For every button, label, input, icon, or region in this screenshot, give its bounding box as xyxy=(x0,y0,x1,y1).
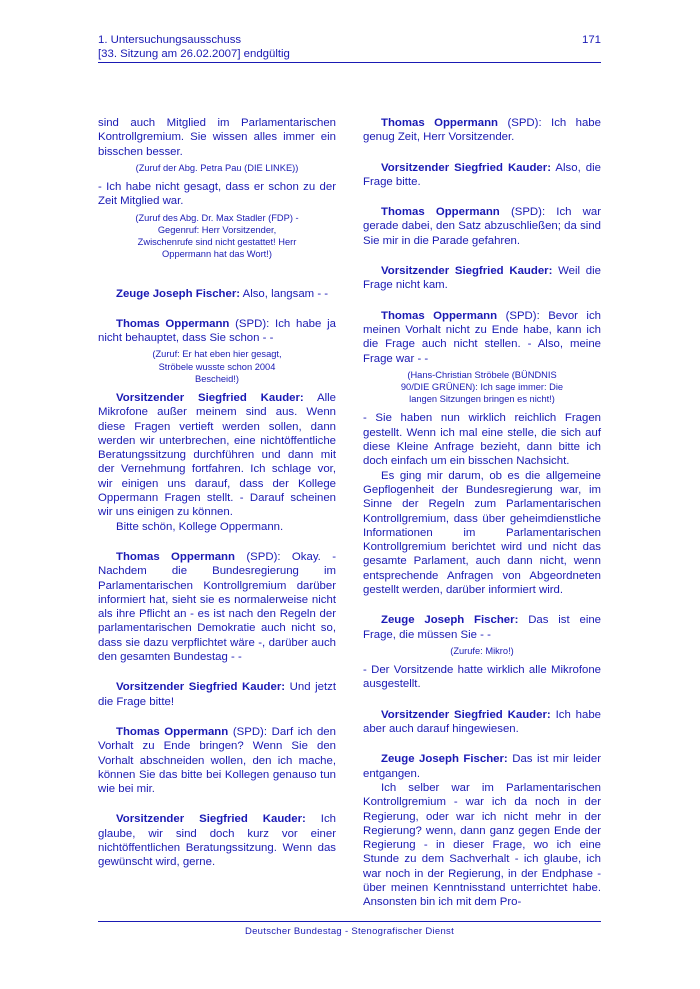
speaker-name: Vorsitzender Siegfried Kauder: xyxy=(381,708,551,721)
speaker-name: Zeuge Joseph Fischer: xyxy=(381,753,508,766)
speaker-name: Thomas Oppermann xyxy=(116,317,230,330)
page-header xyxy=(98,33,601,61)
paragraph: - Ich habe nicht gesagt, dass er schon zu der Zeit Mitglied war. xyxy=(98,181,336,208)
speech-text: (SPD): Ich habe genug Zeit, Herr Vorsitzender. xyxy=(363,117,601,144)
session-subtitle: [33. Sitzung am 26.02.2007] endgültig xyxy=(98,48,290,60)
speech-text: (SPD): Bevor ich meinen Vorhalt nicht zu Ende habe, kann ich die Frage auch nicht stellen. - Also, meine Frage war - - xyxy=(363,309,601,365)
speech-text: Also, langsam - - xyxy=(242,287,329,300)
speaker-name: Zeuge Joseph Fischer: xyxy=(116,287,241,300)
page-footer: Deutscher Bundestag - Stenografischer Dienst xyxy=(244,926,455,937)
speaker-name: Vorsitzender Siegfried Kauder: xyxy=(381,265,553,278)
speaker-name: Zeuge Joseph Fischer: xyxy=(381,614,519,627)
interjection: (Zuruf: Er hat eben hier gesagt, Ströbele wusste schon 2004 Bescheid!) xyxy=(152,349,282,384)
paragraph: sind auch Mitglied im Parlamentarischen Kontrollgremium. Sie wissen alles immer ein bisschen besser. xyxy=(98,117,336,158)
speaker-name: Thomas Oppermann xyxy=(381,309,498,322)
speaker-name: Thomas Oppermann xyxy=(381,117,499,129)
speaker-name: Vorsitzender Siegfried Kauder: xyxy=(116,681,286,694)
speech-text: (SPD): Ich habe ja nicht behauptet, dass Sie schon - - xyxy=(98,317,336,345)
interjection: (Zuruf der Abg. Petra Pau (DIE LINKE)) xyxy=(135,162,299,173)
speaker-name: Vorsitzender Siegfried Kauder: xyxy=(116,392,304,404)
speech xyxy=(98,287,336,301)
speaker-name: Thomas Oppermann xyxy=(116,725,229,738)
speech xyxy=(363,161,601,190)
footer-divider xyxy=(98,921,601,922)
speech xyxy=(363,752,601,781)
speech xyxy=(98,725,336,796)
speech-text: (SPD): Ich war gerade dabei, den Satz abzuschließen; da sind Sie mir in die Parade gefahren. xyxy=(363,206,601,247)
right-column xyxy=(363,116,601,910)
speech xyxy=(363,708,601,737)
speech xyxy=(363,264,601,293)
speech-text: Also, die Frage bitte. xyxy=(363,161,601,188)
paragraph: Ich selber war im Parlamentarischen Kontrollgremium - war ich da noch in der Regierung, oder war ich nicht mehr in der Regierung? wenn, dann ganz gegen Ende der Regierung - in dieser Frage, wo ich eine Stunde zu dem Sachverhalt - ich glaube, ich war noch in der Regierung, in der Endphase - über meinen Kenntnisstand unterrichtet habe. Ansonsten bin ich mit dem Pro- xyxy=(363,781,601,909)
speech-text: Alle Mikrofone außer meinem sind aus. Wenn diese Fragen vertieft werden sollen, dann werden wir unterbrechen, eine nichtöffentliche Beratungssitzung durchführen und dann mit der Vernehmung fortfahren. Ich schlage vor, wir einigen uns darauf, dass der Kollege Oppermann Fragen stellt. - Darauf scheinen wir uns einigen zu können. xyxy=(98,392,336,519)
speech xyxy=(363,116,601,145)
speech-text: (SPD): Darf ich den Vorhalt zu Ende bringen? Wenn Sie den Vorhalt abschneiden wollen, den ich mache, können Sie das bitte bei Kollegen genauso tun wie bei mir. xyxy=(98,725,336,796)
speech xyxy=(98,391,336,520)
speech-text: Weil die Frage nicht kam. xyxy=(363,265,601,292)
speaker-name: Thomas Oppermann xyxy=(116,550,235,563)
speech-text: Ich habe aber auch darauf hingewiesen. xyxy=(363,708,601,736)
speech-text: Und jetzt die Frage bitte! xyxy=(98,681,336,708)
left-column xyxy=(98,116,336,870)
speech xyxy=(363,309,601,366)
page-number: 171 xyxy=(581,34,601,46)
paragraph: - Sie haben nun wirklich reichlich Fragen gestellt. Wenn ich mal eine stelle, die sich auf diese Kleine Anfrage bezieht, dann bitte ich doch einfach um ein bisschen Nachsicht. xyxy=(363,412,601,468)
speech-text: Ich glaube, wir sind doch kurz vor einer nichtöffentlichen Beratungssitzung. Wenn das gewünscht wird, gerne. xyxy=(98,813,336,869)
paragraph: - Der Vorsitzende hatte wirklich alle Mikrofone ausgestellt. xyxy=(363,664,601,691)
speech xyxy=(98,680,336,709)
speech-text: Das ist mir leider entgangen. xyxy=(363,753,602,780)
paragraph: Es ging mir darum, ob es die allgemeine Gepflogenheit der Bundesregierung war, im Sinne der Regeln zum Parlamentarischen Kontrollgremium, dass über geheimdienstliche Informationen im Parlamentarischen Kontrollgremium berichtet wird und nicht das gesamte Parlament, auch dann nicht, wenn entsprechende Anfragen von Abgeordneten gestellt werden, darüber informiert wird. xyxy=(363,469,601,597)
speech xyxy=(363,205,601,248)
speech xyxy=(98,317,336,346)
speaker-name: Vorsitzender Siegfried Kauder: xyxy=(116,813,306,826)
speech-text: (SPD): Okay. - Nachdem die Bundesregierung im Parlamentarischen Kontrollgremium darüber informiert hat, sieht sie es normalerweise nicht als ihre Pflicht an - es ist nach den Regeln der parlamentarischen Demokratie auch nicht so, dass sie dazu verpflichtet wäre -, darüber auch den gesamten Bundestag - - xyxy=(98,550,337,664)
committee-title: 1. Untersuchungsausschuss xyxy=(98,34,242,46)
speech-text: Das ist eine Frage, die müssen Sie - - xyxy=(363,614,602,641)
speech xyxy=(363,613,601,642)
interjection: (Hans-Christian Ströbele (BÜNDNIS 90/DIE GRÜNEN): Ich sage immer: Die langen Sitzungen bringen es nicht!) xyxy=(400,369,564,405)
speech xyxy=(98,550,336,664)
speech xyxy=(98,812,336,869)
speaker-name: Vorsitzender Siegfried Kauder: xyxy=(381,161,551,174)
speaker-name: Thomas Oppermann xyxy=(381,206,500,219)
interjection: (Zurufe: Mikro!) xyxy=(450,645,514,656)
header-divider xyxy=(98,62,601,63)
interjection: (Zuruf des Abg. Dr. Max Stadler (FDP) - Gegenruf: Herr Vorsitzender, Zwischenrufe sind nicht gestattet! Herr Oppermann hat das Wort!) xyxy=(135,212,299,260)
paragraph: Bitte schön, Kollege Oppermann. xyxy=(116,520,284,533)
